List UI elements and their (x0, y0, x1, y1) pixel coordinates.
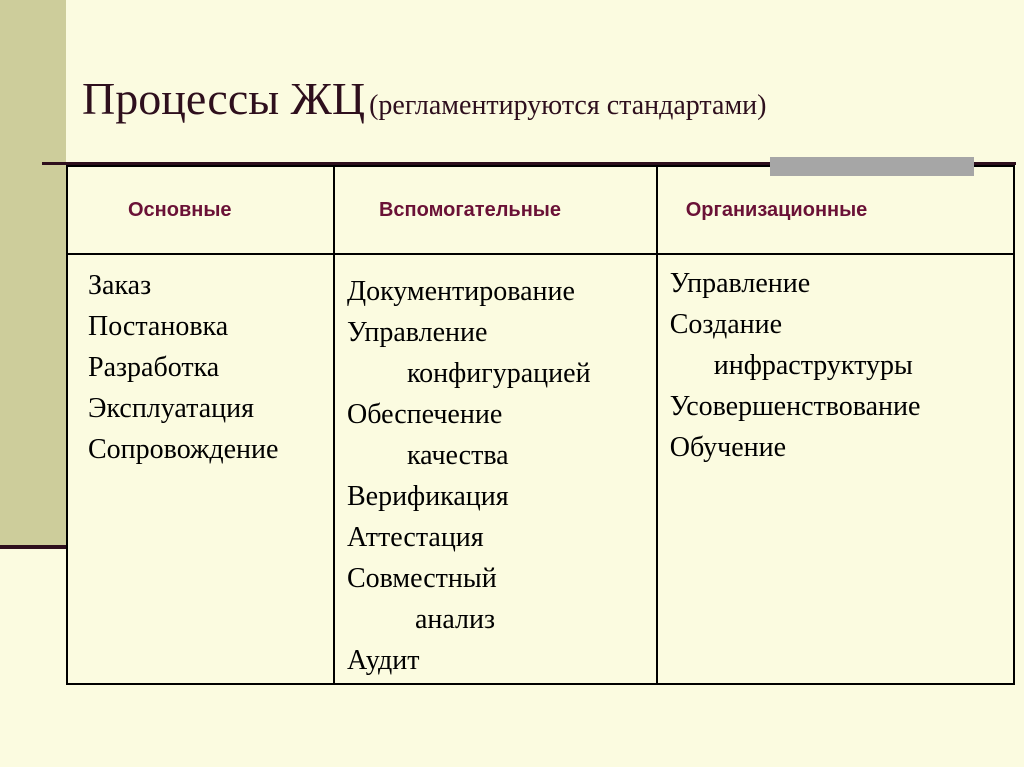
header-main (67, 166, 334, 254)
list-item: Разработка (88, 352, 220, 383)
support-processes-cell (334, 254, 657, 684)
list-item: Верификация (346, 481, 509, 512)
header-support-label: Вспомогательные (378, 198, 561, 221)
list-item-continuation: конфигурацией (406, 358, 591, 389)
list-item: Совместный (346, 563, 497, 594)
gray-decor-bar (770, 157, 974, 176)
list-item-continuation: анализ (414, 604, 496, 635)
list-item: Обучение (669, 432, 787, 463)
header-main-label: Основные (128, 198, 232, 221)
slide-title (82, 72, 766, 125)
header-org (657, 166, 1014, 254)
list-item: Аттестация (346, 522, 484, 553)
title-main: Процессы ЖЦ (82, 73, 366, 124)
table-header-row (67, 166, 1014, 254)
main-processes-cell (67, 254, 334, 684)
list-item: Сопровождение (88, 434, 279, 465)
list-item: Аудит (346, 645, 420, 676)
list-item: Создание (669, 309, 783, 340)
lifecycle-processes-table (66, 165, 1015, 685)
list-item: Управление (346, 317, 488, 348)
left-decor-bar (0, 0, 66, 546)
list-item-continuation: качества (406, 440, 509, 471)
list-item: Эксплуатация (88, 393, 254, 424)
list-item-continuation: инфраструктуры (713, 350, 913, 381)
list-item: Постановка (88, 311, 229, 342)
title-sub: (регламентируются стандартами) (369, 90, 767, 121)
list-item: Заказ (88, 270, 152, 301)
table-row (67, 254, 1014, 684)
org-processes-cell (657, 254, 1014, 684)
list-item: Документирование (346, 276, 575, 307)
side-bar-underline (0, 545, 66, 549)
header-support (334, 166, 657, 254)
list-item: Усовершенствование (669, 391, 921, 422)
header-org-label: Организационные (685, 198, 868, 221)
list-item: Управление (669, 268, 811, 299)
list-item: Обеспечение (346, 399, 503, 430)
